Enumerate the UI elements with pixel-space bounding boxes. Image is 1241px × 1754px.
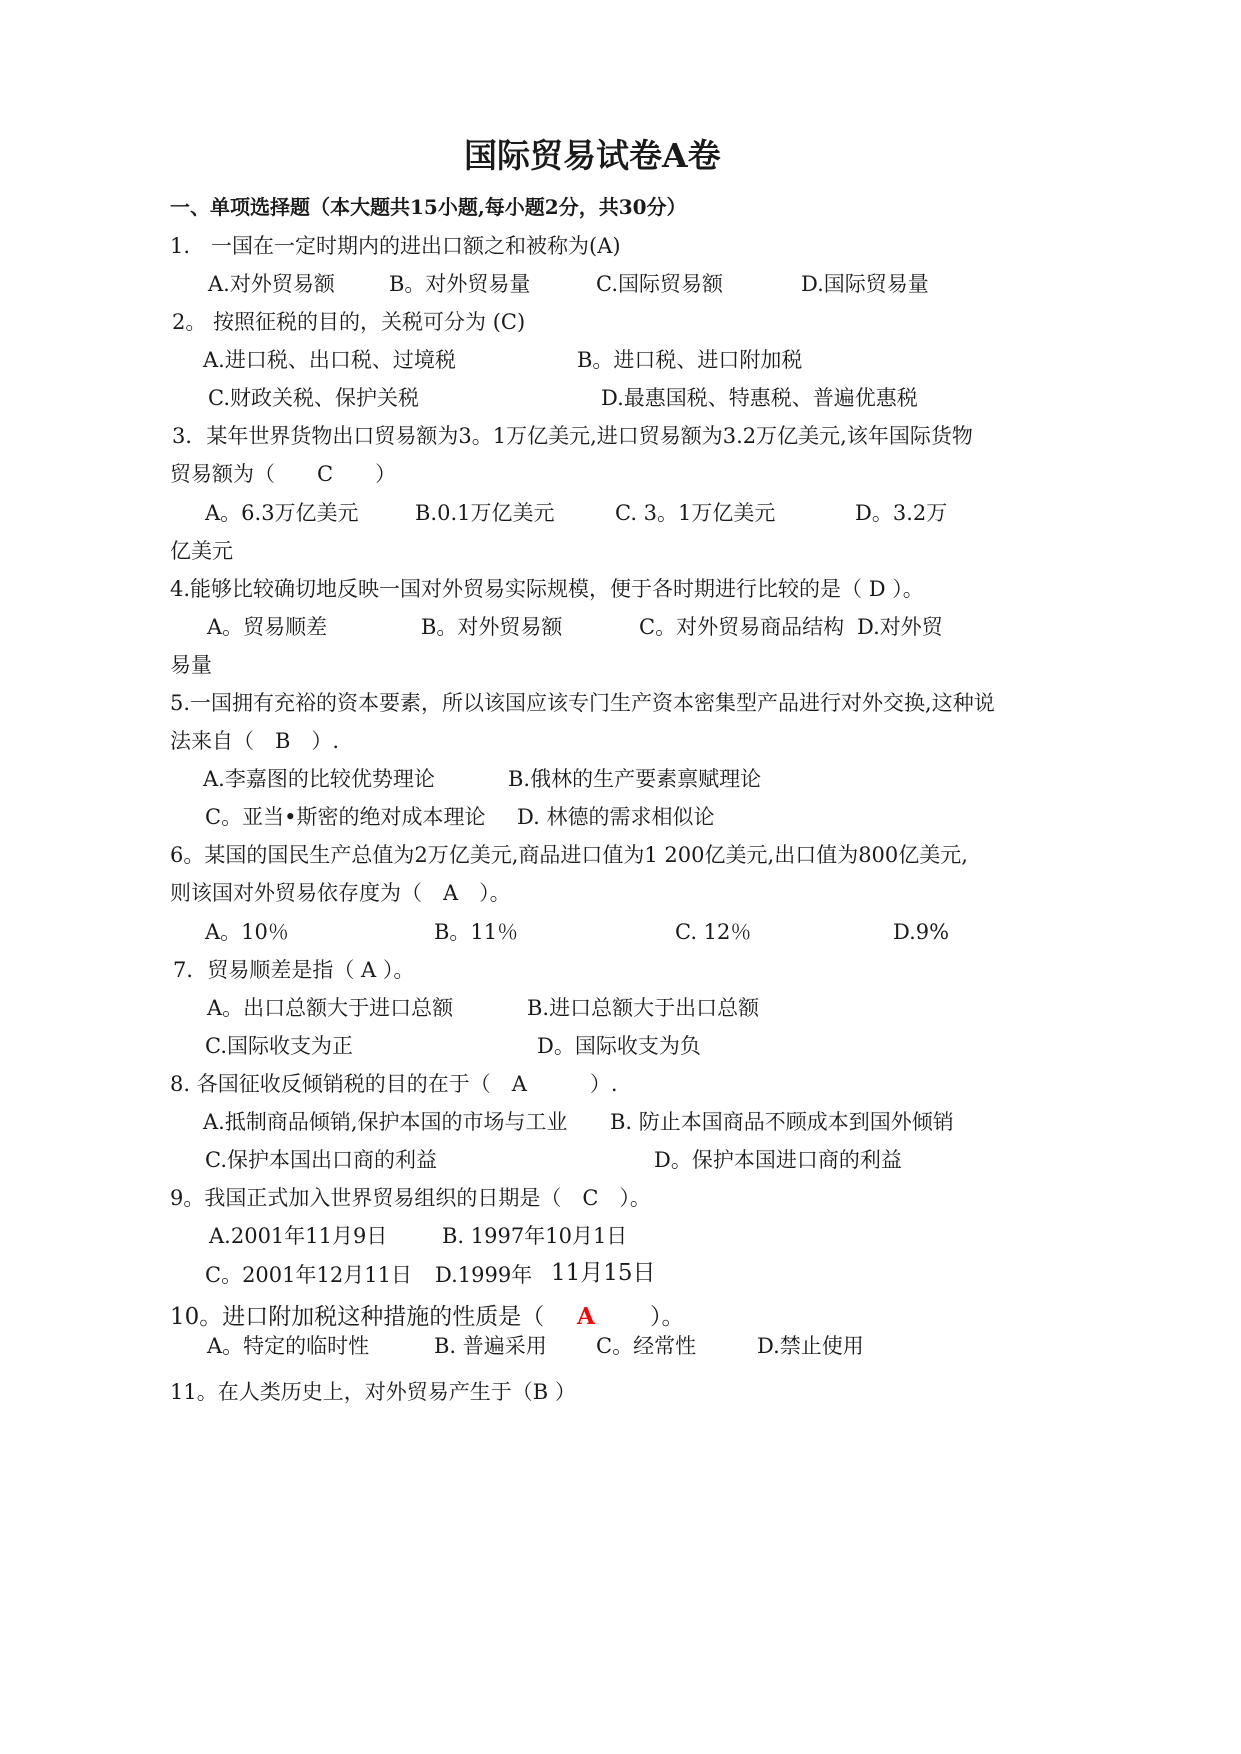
question-9-stem: 9。我国正式加入世界贸易组织的日期是（ C ）。 <box>170 1186 651 1210</box>
section-heading: 一、单项选择题（本大题共15小题,每小题2分，共30分） <box>170 195 687 219</box>
q5-option-a: A.李嘉图的比较优势理论 <box>203 767 435 791</box>
page-title: 国际贸易试卷A卷 <box>464 136 721 175</box>
q9-option-d-date: 11月15日 <box>551 1260 656 1286</box>
q8-option-b: B. 防止本国商品不顾成本到国外倾销 <box>610 1110 954 1134</box>
question-11-stem: 11。在人类历史上，对外贸易产生于（B ） <box>170 1380 576 1404</box>
q4-option-c: C。对外贸易商品结构 <box>639 615 845 639</box>
q5-option-d: D. 林德的需求相似论 <box>517 805 715 829</box>
q4-option-d: D.对外贸 <box>857 615 943 639</box>
q3-option-a: A。6.3万亿美元 <box>205 501 359 525</box>
q2-option-d: D.最惠国税、特惠税、普遍优惠税 <box>601 386 918 410</box>
q3-option-c: C. 3。1万亿美元 <box>615 501 776 525</box>
question-2-stem: 2。 按照征税的目的，关税可分为 (C) <box>172 310 526 334</box>
question-10-stem-end: ）。 <box>650 1304 685 1330</box>
q4-option-a: A。贸易顺差 <box>207 615 328 639</box>
q3-option-d: D。3.2万 <box>855 501 948 525</box>
q7-option-d: D。国际收支为负 <box>537 1034 701 1058</box>
q10-option-c: C。经常性 <box>596 1334 697 1358</box>
q9-option-c: C。2001年12月11日 <box>205 1263 412 1287</box>
q1-option-d: D.国际贸易量 <box>801 272 929 296</box>
question-10-answer: A <box>577 1303 595 1330</box>
q7-option-c: C.国际收支为正 <box>205 1034 353 1058</box>
question-5-stem-line1: 5.一国拥有充裕的资本要素，所以该国应该专门生产资本密集型产品进行对外交换,这种说 <box>170 691 995 715</box>
q4-option-d-wrap: 易量 <box>170 653 212 677</box>
q6-option-a: A。10％ <box>205 920 289 944</box>
q8-option-c: C.保护本国出口商的利益 <box>205 1148 437 1172</box>
question-1-stem: 1. 一国在一定时期内的进出口额之和被称为(A) <box>170 234 621 258</box>
q2-option-c: C.财政关税、保护关税 <box>208 386 419 410</box>
question-4-stem: 4.能够比较确切地反映一国对外贸易实际规模，便于各时期进行比较的是（ D ）。 <box>170 577 924 601</box>
q6-option-b: B。11％ <box>434 920 519 944</box>
q3-option-b: B.0.1万亿美元 <box>415 501 555 525</box>
q1-option-b: B。对外贸易量 <box>389 272 531 296</box>
q8-option-a: A.抵制商品倾销,保护本国的市场与工业 <box>203 1110 568 1134</box>
question-6-stem-line2: 则该国对外贸易依存度为（ A ）。 <box>170 881 511 905</box>
q10-option-b: B. 普遍采用 <box>434 1334 547 1358</box>
question-8-stem: 8. 各国征收反倾销税的目的在于（ A ）. <box>170 1072 618 1096</box>
q1-option-a: A.对外贸易额 <box>208 272 335 296</box>
q2-option-b: B。进口税、进口附加税 <box>577 348 803 372</box>
q9-option-d: D.1999年 <box>435 1263 533 1287</box>
question-6-stem-line1: 6。某国的国民生产总值为2万亿美元,商品进口值为1 200亿美元,出口值为800亿美元, <box>170 843 968 867</box>
q5-option-b: B.俄林的生产要素禀赋理论 <box>508 767 762 791</box>
question-3-stem-line2: 贸易额为（ C ） <box>170 462 397 486</box>
q10-option-a: A。特定的临时性 <box>207 1334 370 1358</box>
q8-option-d: D。保护本国进口商的利益 <box>654 1148 902 1172</box>
q5-option-c: C。亚当•斯密的绝对成本理论 <box>205 805 486 829</box>
q3-option-d-wrap: 亿美元 <box>170 539 233 563</box>
q2-option-a: A.进口税、出口税、过境税 <box>203 348 456 372</box>
q9-option-b: B. 1997年10月1日 <box>442 1224 628 1248</box>
q9-option-a: A.2001年11月9日 <box>209 1224 388 1248</box>
q6-option-d: D.9% <box>893 920 950 944</box>
q7-option-a: A。出口总额大于进口总额 <box>207 996 454 1020</box>
question-10-stem: 10。进口附加税这种措施的性质是（ <box>170 1304 545 1330</box>
question-3-stem-line1: 3．某年世界货物出口贸易额为3。1万亿美元,进口贸易额为3.2万亿美元,该年国际货物 <box>172 424 973 448</box>
q10-option-d: D.禁止使用 <box>757 1334 864 1358</box>
question-7-stem: 7．贸易顺差是指（ A ）。 <box>173 958 415 982</box>
q6-option-c: C. 12％ <box>675 920 752 944</box>
q4-option-b: B。对外贸易额 <box>421 615 563 639</box>
q1-option-c: C.国际贸易额 <box>596 272 723 296</box>
q7-option-b: B.进口总额大于出口总额 <box>527 996 760 1020</box>
question-5-stem-line2: 法来自（ B ）. <box>170 729 340 753</box>
